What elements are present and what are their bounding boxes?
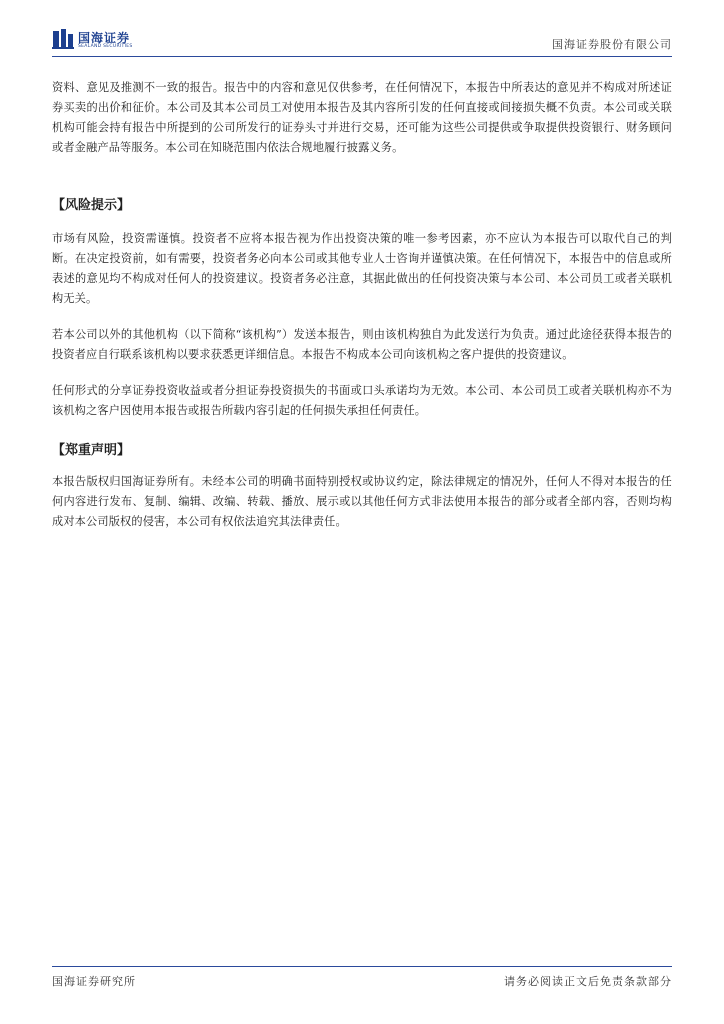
footer-divider (52, 966, 672, 967)
footer-disclaimer-note: 请务必阅读正文后免责条款部分 (504, 975, 672, 988)
main-content (52, 78, 672, 532)
risk-section-title: 【风险提示】 (52, 198, 131, 213)
page-header (52, 26, 672, 54)
statement-section-title: 【郑重声明】 (52, 443, 131, 458)
company-name: 国海证券股份有限公司 (552, 38, 672, 51)
intro-paragraph: 资料、意见及推测不一致的报告。报告中的内容和意见仅供参考，在任何情况下，本报告中所表达的意见并不构成对所述证券买卖的出价和征价。本公司及其本公司员工对使用本报告及其内容所引发的任何直接或间接损失概不负责。本公司或关联机构可能会持有报告中所提到的公司所发行的证券头寸并进行交易，还可能为这些公司提供或争取提供投资银行、财务顾问或者金融产品等服务。本公司在知晓范围内依法合规地履行披露义务。 (52, 81, 672, 154)
risk-paragraph-3: 任何形式的分享证券投资收益或者分担证券投资损失的书面或口头承诺均为无效。本公司、本公司员工或者关联机构亦不为该机构之客户因使用本报告或报告所载内容引起的任何损失承担任何责任。 (52, 384, 672, 417)
header-divider (52, 56, 672, 57)
logo-text: 国海证券 (78, 31, 131, 45)
logo-english-text: SEALAND SECURITIES (78, 44, 133, 49)
sealand-logo-icon (52, 28, 74, 50)
statement-paragraph: 本报告版权归国海证券所有。未经本公司的明确书面特别授权或协议约定，除法律规定的情况外，任何人不得对本报告的任何内容进行发布、复制、编辑、改编、转载、播放、展示或以其他任何方式非法使用本报告的部分或者全部内容，否则均构成对本公司版权的侵害，本公司有权依法追究其法律责任。 (52, 475, 672, 528)
risk-paragraph-1: 市场有风险，投资需谨慎。投资者不应将本报告视为作出投资决策的唯一参考因素，亦不应认为本报告可以取代自己的判断。在决定投资前，如有需要，投资者务必向本公司或其他专业人士咨询并谨慎决策。在任何情况下，本报告中的信息或所表述的意见均不构成对任何人的投资建议。投资者务必注意，其据此做出的任何投资决策与本公司、本公司员工或者关联机构无关。 (52, 232, 672, 305)
footer-institute: 国海证券研究所 (52, 975, 136, 988)
risk-paragraph-2: 若本公司以外的其他机构（以下简称“该机构”）发送本报告，则由该机构独自为此发送行为负责。通过此途径获得本报告的投资者应自行联系该机构以要求获悉更详细信息。本报告不构成本公司向该机构之客户提供的投资建议。 (52, 328, 672, 361)
